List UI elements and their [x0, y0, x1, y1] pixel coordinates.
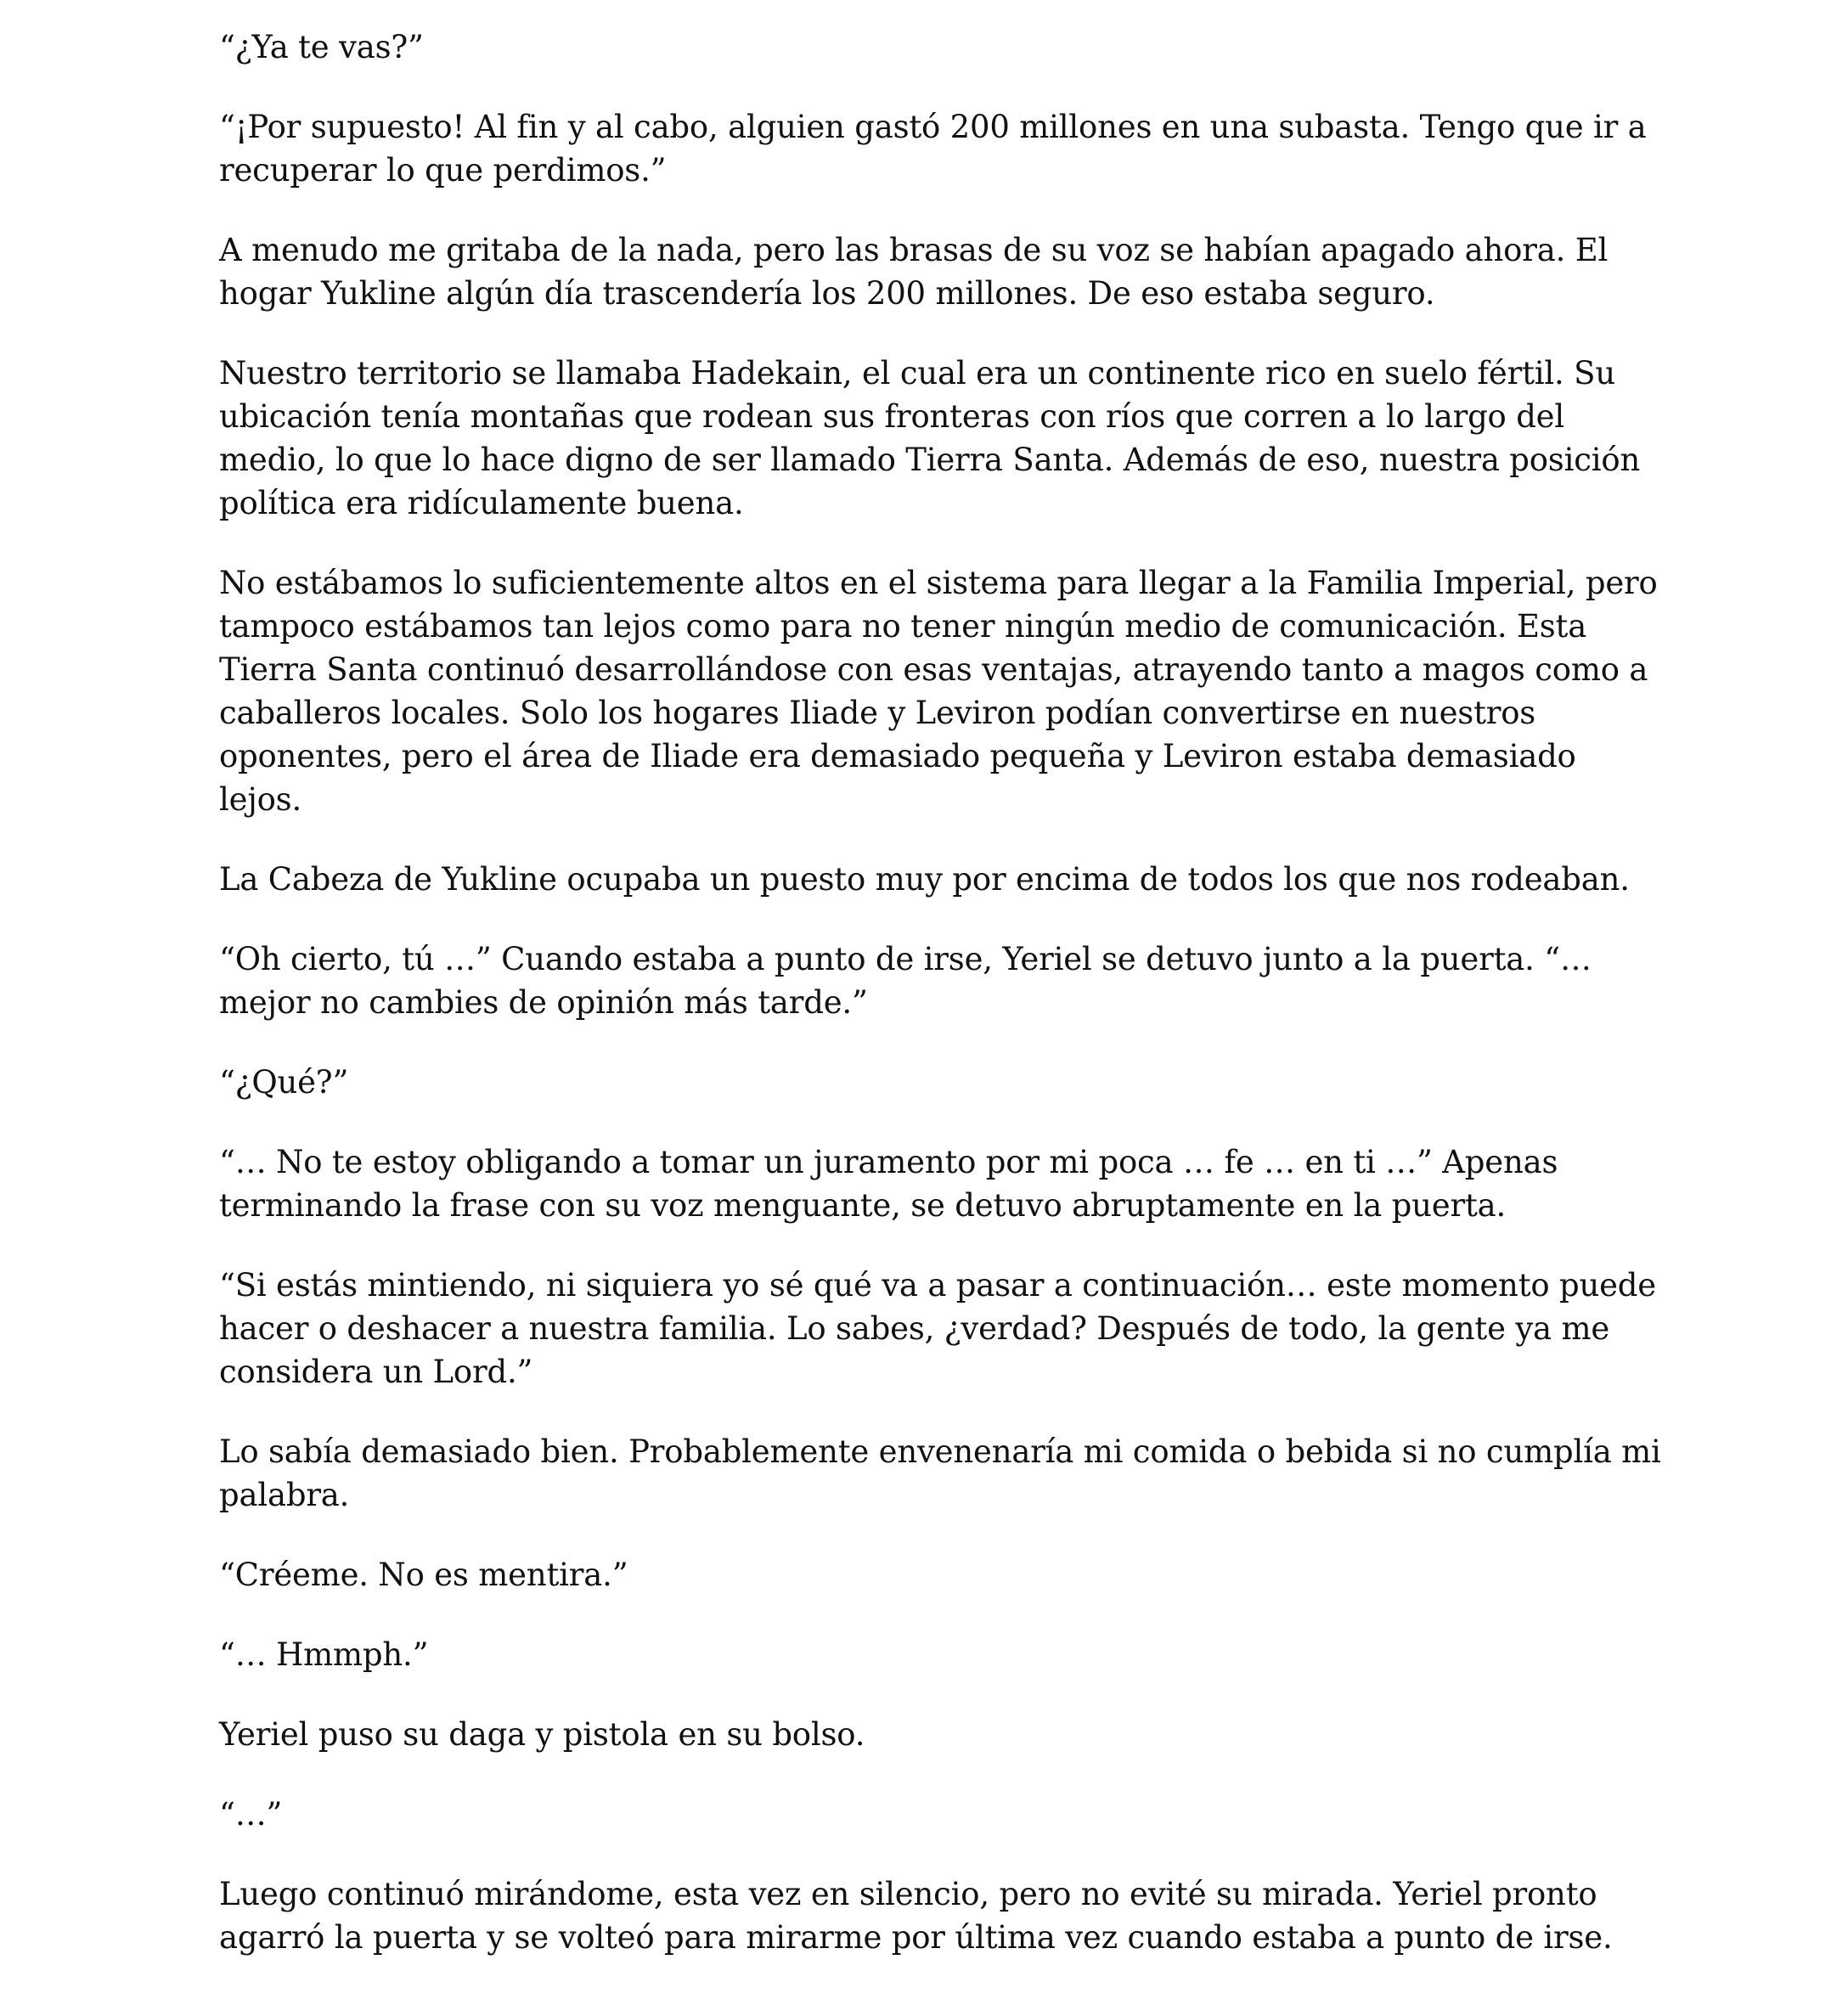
paragraph: “Oh cierto, tú …” Cuando estaba a punto de irse, Yeriel se detuvo junto a la puerta. “… mejor no cambies de opinión más tarde.” — [219, 941, 1592, 1021]
paragraph: “Créeme. No es mentira.” — [219, 1557, 628, 1593]
paragraph: No estábamos lo suficientemente altos en el sistema para llegar a la Familia Imperial, pero tampoco estábamos tan lejos como para no tener ningún medio de comunicación. Esta Tierra Santa continuó desarrollándose con esas ventajas, atrayendo tanto a magos como a caballeros locales. Solo los hogares Iliade y Leviron podían convertirse en nuestros oponentes, pero el área de Iliade era demasiado pequeña y Leviron estaba demasiado lejos. — [219, 565, 1658, 818]
paragraph: “… Hmmph.” — [219, 1636, 429, 1673]
paragraph: “… No te estoy obligando a tomar un juramento por mi poca … fe … en ti …” Apenas terminando la frase con su voz menguante, se detuvo abruptamente en la puerta. — [219, 1144, 1558, 1224]
paragraph: Lo sabía demasiado bien. Probablemente envenenaría mi comida o bebida si no cumplía mi palabra. — [219, 1433, 1661, 1513]
paragraph: “Si estás mintiendo, ni siquiera yo sé qué va a pasar a continuación… este momento puede hacer o deshacer a nuestra familia. Lo sabes, ¿verdad? Después de todo, la gente ya me considera un Lord.” — [219, 1267, 1656, 1390]
paragraph: “¿Ya te vas?” — [219, 29, 424, 65]
paragraph: Luego continuó mirándome, esta vez en silencio, pero no evité su mirada. Yeriel pronto agarró la puerta y se volteó para mirarme por última vez cuando estaba a punto de irse. — [219, 1876, 1613, 1956]
paragraph: “¡Por supuesto! Al fin y al cabo, alguien gastó 200 millones en una subasta. Tengo que ir a recuperar lo que perdimos.” — [219, 109, 1647, 189]
paragraph: A menudo me gritaba de la nada, pero las brasas de su voz se habían apagado ahora. El hogar Yukline algún día trascendería los 200 millones. De eso estaba seguro. — [219, 232, 1609, 312]
document-page — [219, 25, 1663, 1959]
paragraph: “…” — [219, 1796, 283, 1833]
paragraph: La Cabeza de Yukline ocupaba un puesto muy por encima de todos los que nos rodeaban. — [219, 861, 1630, 898]
paragraph: Nuestro territorio se llamaba Hadekain, el cual era un continente rico en suelo fértil. Su ubicación tenía montañas que rodean sus fronteras con ríos que corren a lo largo del medio, lo que lo hace digno de ser llamado Tierra Santa. Además de eso, nuestra posición política era ridículamente buena. — [219, 355, 1641, 521]
paragraph: “¿Qué?” — [219, 1064, 349, 1101]
paragraph: Yeriel puso su daga y pistola en su bolso. — [219, 1716, 865, 1753]
